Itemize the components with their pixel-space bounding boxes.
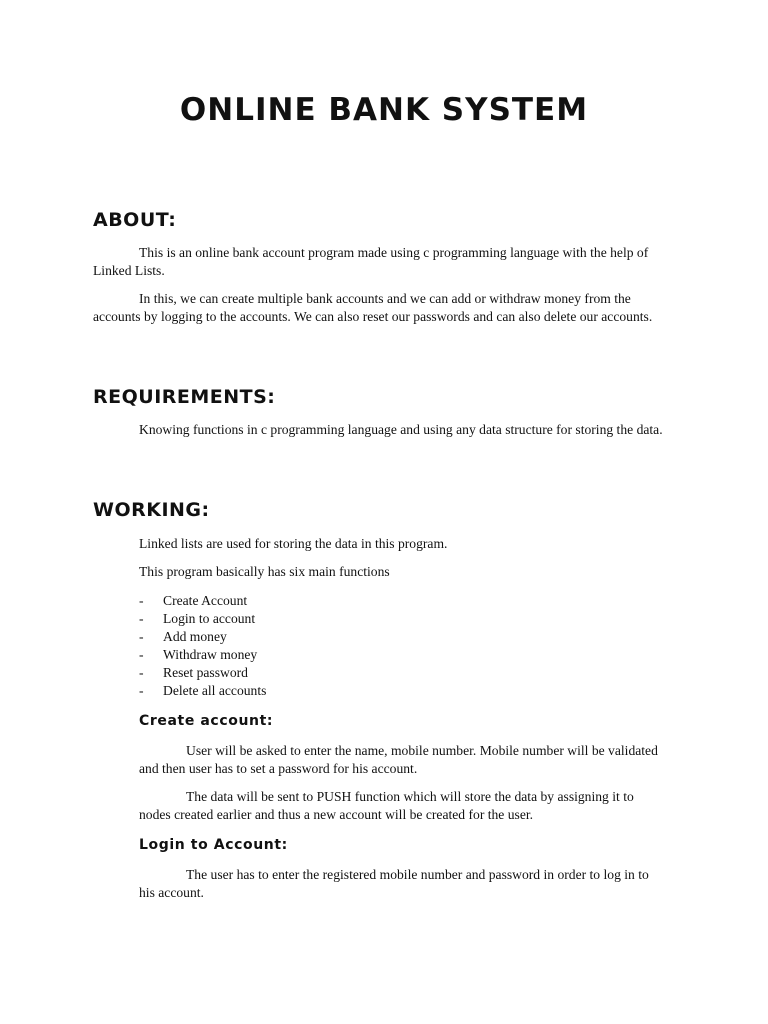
about-paragraph-2: In this, we can create multiple bank accounts and we can add or withdraw money from the accounts by logging to the accounts. We can also reset our passwords and can also delete our accounts. bbox=[93, 291, 653, 325]
list-item bbox=[139, 664, 266, 682]
bullet-dash: - bbox=[139, 683, 144, 698]
list-item bbox=[139, 592, 266, 610]
list-item bbox=[139, 610, 266, 628]
working-paragraph-1: Linked lists are used for storing the data in this program. bbox=[139, 536, 448, 551]
function-label: Add money bbox=[163, 629, 227, 644]
functions-list bbox=[139, 592, 266, 700]
function-label: Delete all accounts bbox=[163, 683, 267, 698]
create-account-paragraph-2: The data will be sent to PUSH function which will store the data by assigning it to nodes created earlier and thus a new account will be created for the user. bbox=[139, 789, 634, 823]
about-heading: ABOUT: bbox=[93, 209, 177, 231]
function-label: Reset password bbox=[163, 665, 248, 680]
bullet-dash: - bbox=[139, 611, 144, 626]
document-title: ONLINE BANK SYSTEM bbox=[179, 92, 589, 128]
login-paragraph: The user has to enter the registered mobile number and password in order to log in to his account. bbox=[139, 867, 649, 901]
function-label: Withdraw money bbox=[163, 647, 258, 662]
login-to-account-heading: Login to Account: bbox=[139, 837, 288, 853]
list-item bbox=[139, 682, 266, 700]
function-label: Create Account bbox=[163, 593, 248, 608]
bullet-dash: - bbox=[139, 593, 144, 608]
working-paragraph-2: This program basically has six main functions bbox=[139, 564, 390, 579]
bullet-dash: - bbox=[139, 629, 144, 644]
list-item bbox=[139, 646, 266, 664]
about-paragraph-1: This is an online bank account program made using c programming language with the help of Linked Lists. bbox=[93, 245, 649, 279]
list-item bbox=[139, 628, 266, 646]
working-heading: WORKING: bbox=[93, 499, 210, 521]
create-account-paragraph-1: User will be asked to enter the name, mobile number. Mobile number will be validated and then user has to set a password for his account. bbox=[139, 743, 658, 777]
requirements-paragraph: Knowing functions in c programming language and using any data structure for storing the data. bbox=[139, 422, 663, 437]
bullet-dash: - bbox=[139, 665, 144, 680]
function-label: Login to account bbox=[163, 611, 256, 626]
bullet-dash: - bbox=[139, 647, 144, 662]
create-account-heading: Create account: bbox=[139, 713, 274, 729]
requirements-heading: REQUIREMENTS: bbox=[93, 386, 276, 408]
